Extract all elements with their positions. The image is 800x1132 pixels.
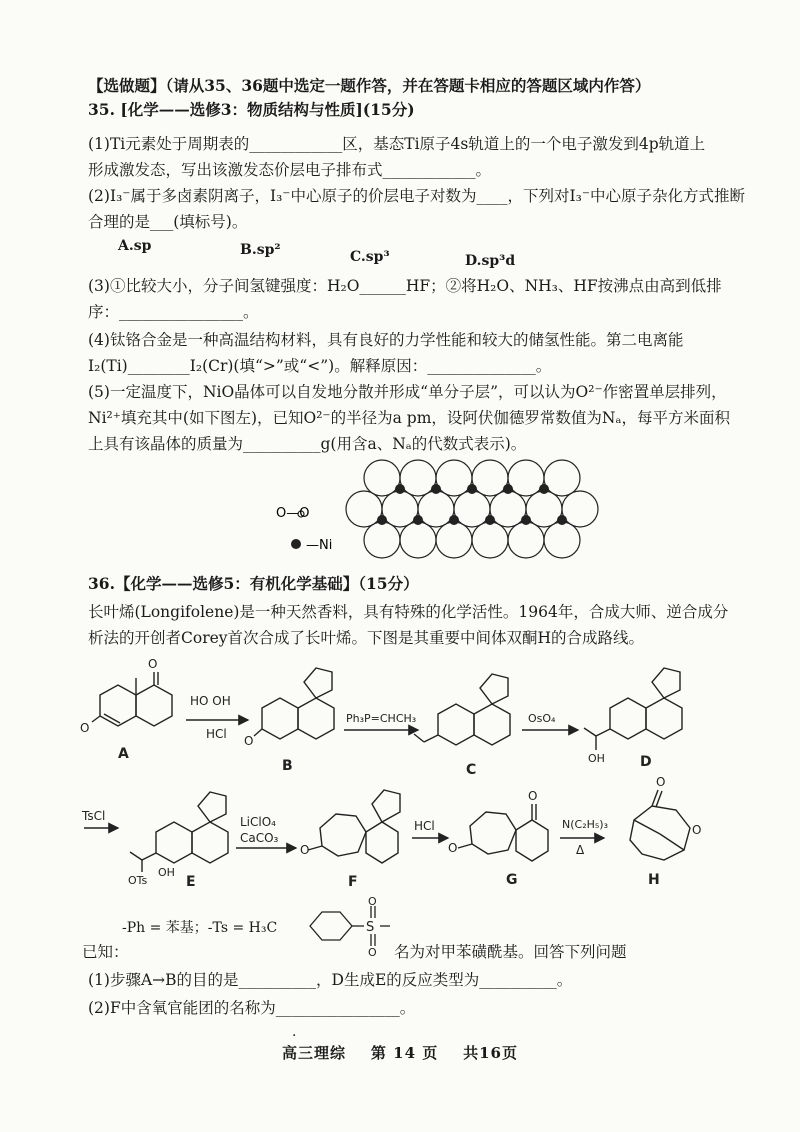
compound-d: [584, 668, 682, 770]
nio-figure: [0, 440, 800, 580]
legend-nickel-label: —Ni: [306, 538, 333, 553]
note-ph-ts: -Ph = 苯基；-Ts = H₃C: [122, 920, 278, 936]
q35-part5-line1: (5)一定温度下，NiO晶体可以自发地分散并形成“单分子层”，可以认为O²⁻作密置单层排列，: [88, 383, 727, 401]
g-ketone-o-left: O: [448, 841, 458, 855]
q35-part2-line2: 合理的是___(填标号)。: [88, 213, 248, 231]
reagent-cd: OsO₄: [528, 712, 556, 725]
footer-subject: 高三理综: [282, 1044, 347, 1062]
q35-part3-line1: (3)①比较大小，分子间氢键强度：H₂O______HF；②将H₂O、NH₃、HF按沸点由高到低排: [88, 277, 722, 295]
q35-part5-line2: Ni²⁺填充其中(如下图左)，已知O²⁻的半径为a pm，设阿伏伽德罗常数值为Nₐ，每平方米面积: [88, 409, 730, 427]
tosyl-sulfur: S: [366, 920, 375, 935]
reagent-ab-top: HO OH: [190, 694, 231, 708]
reagent-gh-top: N(C₂H₅)₃: [562, 818, 608, 831]
tosyl-o-top: O: [368, 896, 377, 908]
e-tosylate: OTs: [128, 874, 148, 887]
compound-g: [448, 789, 548, 888]
reagent-de: TsCl: [82, 809, 106, 823]
reagent-ab-bottom: HCl: [206, 727, 227, 741]
nio-lattice: [346, 460, 598, 558]
q36-question1: (1)步骤A→B的目的是__________，D生成E的反应类型为__________。: [88, 971, 573, 989]
g-ketone-o-top: O: [528, 789, 538, 803]
reagent-fg: HCl: [414, 819, 435, 833]
compound-f: [300, 790, 400, 890]
label-c: C: [466, 762, 477, 778]
legend-oxygen-label: O—O: [276, 506, 310, 521]
compound-e: [128, 792, 228, 890]
q35-part1-line2: 形成激发态，写出该激发态价层电子排布式____________。: [88, 161, 492, 179]
option-b: B.sp²: [240, 242, 281, 258]
label-b: B: [282, 758, 293, 774]
label-d: D: [640, 754, 652, 770]
f-ketone-o: O: [300, 843, 310, 857]
label-a: A: [118, 746, 129, 762]
compound-c: [414, 674, 510, 778]
nio-legend: [276, 506, 332, 553]
b-enone-o: O: [244, 734, 254, 748]
reagent-ef-top: LiClO₄: [240, 815, 276, 829]
d-hydroxyl: OH: [588, 752, 605, 765]
compound-b: [244, 668, 334, 774]
h-ketone-o-top: O: [656, 775, 666, 789]
option-a: A.sp: [118, 238, 152, 254]
compound-a: [80, 657, 172, 762]
compound-h: [630, 775, 701, 888]
note-tail: 名为对甲苯磺酰基。回答下列问题: [394, 943, 627, 961]
h-ketone-o-right: O: [692, 823, 702, 837]
reagent-ef-bottom: CaCO₃: [240, 831, 279, 845]
q36-question2: (2)F中含氧官能团的名称为________________。: [88, 999, 416, 1017]
a-carbonyl-o: O: [148, 657, 158, 671]
note-known: 已知：: [82, 943, 129, 961]
reagent-bc: Ph₃P=CHCH₃: [346, 712, 417, 725]
label-e: E: [186, 874, 196, 890]
q35-part4-line2: I₂(Ti)________I₂(Cr)(填“>”或“<”)。解释原因：______________。: [88, 357, 552, 375]
q35-title: 35. [化学——选修3：物质结构与性质](15分): [88, 100, 415, 119]
q36-intro-line1: 长叶烯(Longifolene)是一种天然香料，具有特殊的化学活性。1964年，合成大师、逆合成分: [88, 603, 729, 621]
tosyl-o-bottom: O: [368, 946, 377, 956]
q35-part5-line3: 上具有该晶体的质量为__________g(用含a、Nₐ的代数式表示)。: [88, 435, 527, 453]
a-enone-o: O: [80, 721, 90, 735]
option-d: D.sp³d: [465, 253, 516, 269]
footer-total: 共16页: [463, 1044, 518, 1062]
label-f: F: [348, 874, 358, 890]
footer-dot: ·: [292, 1028, 297, 1044]
q35-part1-line1: (1)Ti元素处于周期表的____________区，基态Ti原子4s轨道上的一个电子激发到4p轨道上: [88, 135, 706, 153]
q35-part4-line1: (4)钛铬合金是一种高温结构材料，具有良好的力学性能和较大的储氢性能。第二电离能: [88, 331, 684, 349]
q36-intro-line2: 析法的开创者Corey首次合成了长叶烯。下图是其重要中间体双酮H的合成路线。: [88, 629, 645, 647]
synthesis-scheme: [0, 650, 800, 910]
q35-part2-line1: (2)I₃⁻属于多卤素阴离子，I₃⁻中心原子的价层电子对数为____，下列对I₃⁻中心原子杂化方式推断: [88, 187, 746, 205]
page-footer: [0, 1042, 800, 1063]
footer-page: 第 14 页: [370, 1044, 439, 1062]
reagent-gh-bottom: Δ: [576, 843, 585, 857]
label-g: G: [506, 872, 518, 888]
section-header: 【选做题】（请从35、36题中选定一题作答，并在答题卡相应的答题区域内作答）: [88, 76, 651, 95]
e-hydroxyl: OH: [158, 866, 175, 879]
option-c: C.sp³: [350, 249, 390, 265]
q35-part3-line2: 序：________________。: [88, 303, 259, 321]
label-h: H: [648, 872, 660, 888]
q36-title: 36.【化学——选修5：有机化学基础】（15分）: [88, 574, 419, 593]
